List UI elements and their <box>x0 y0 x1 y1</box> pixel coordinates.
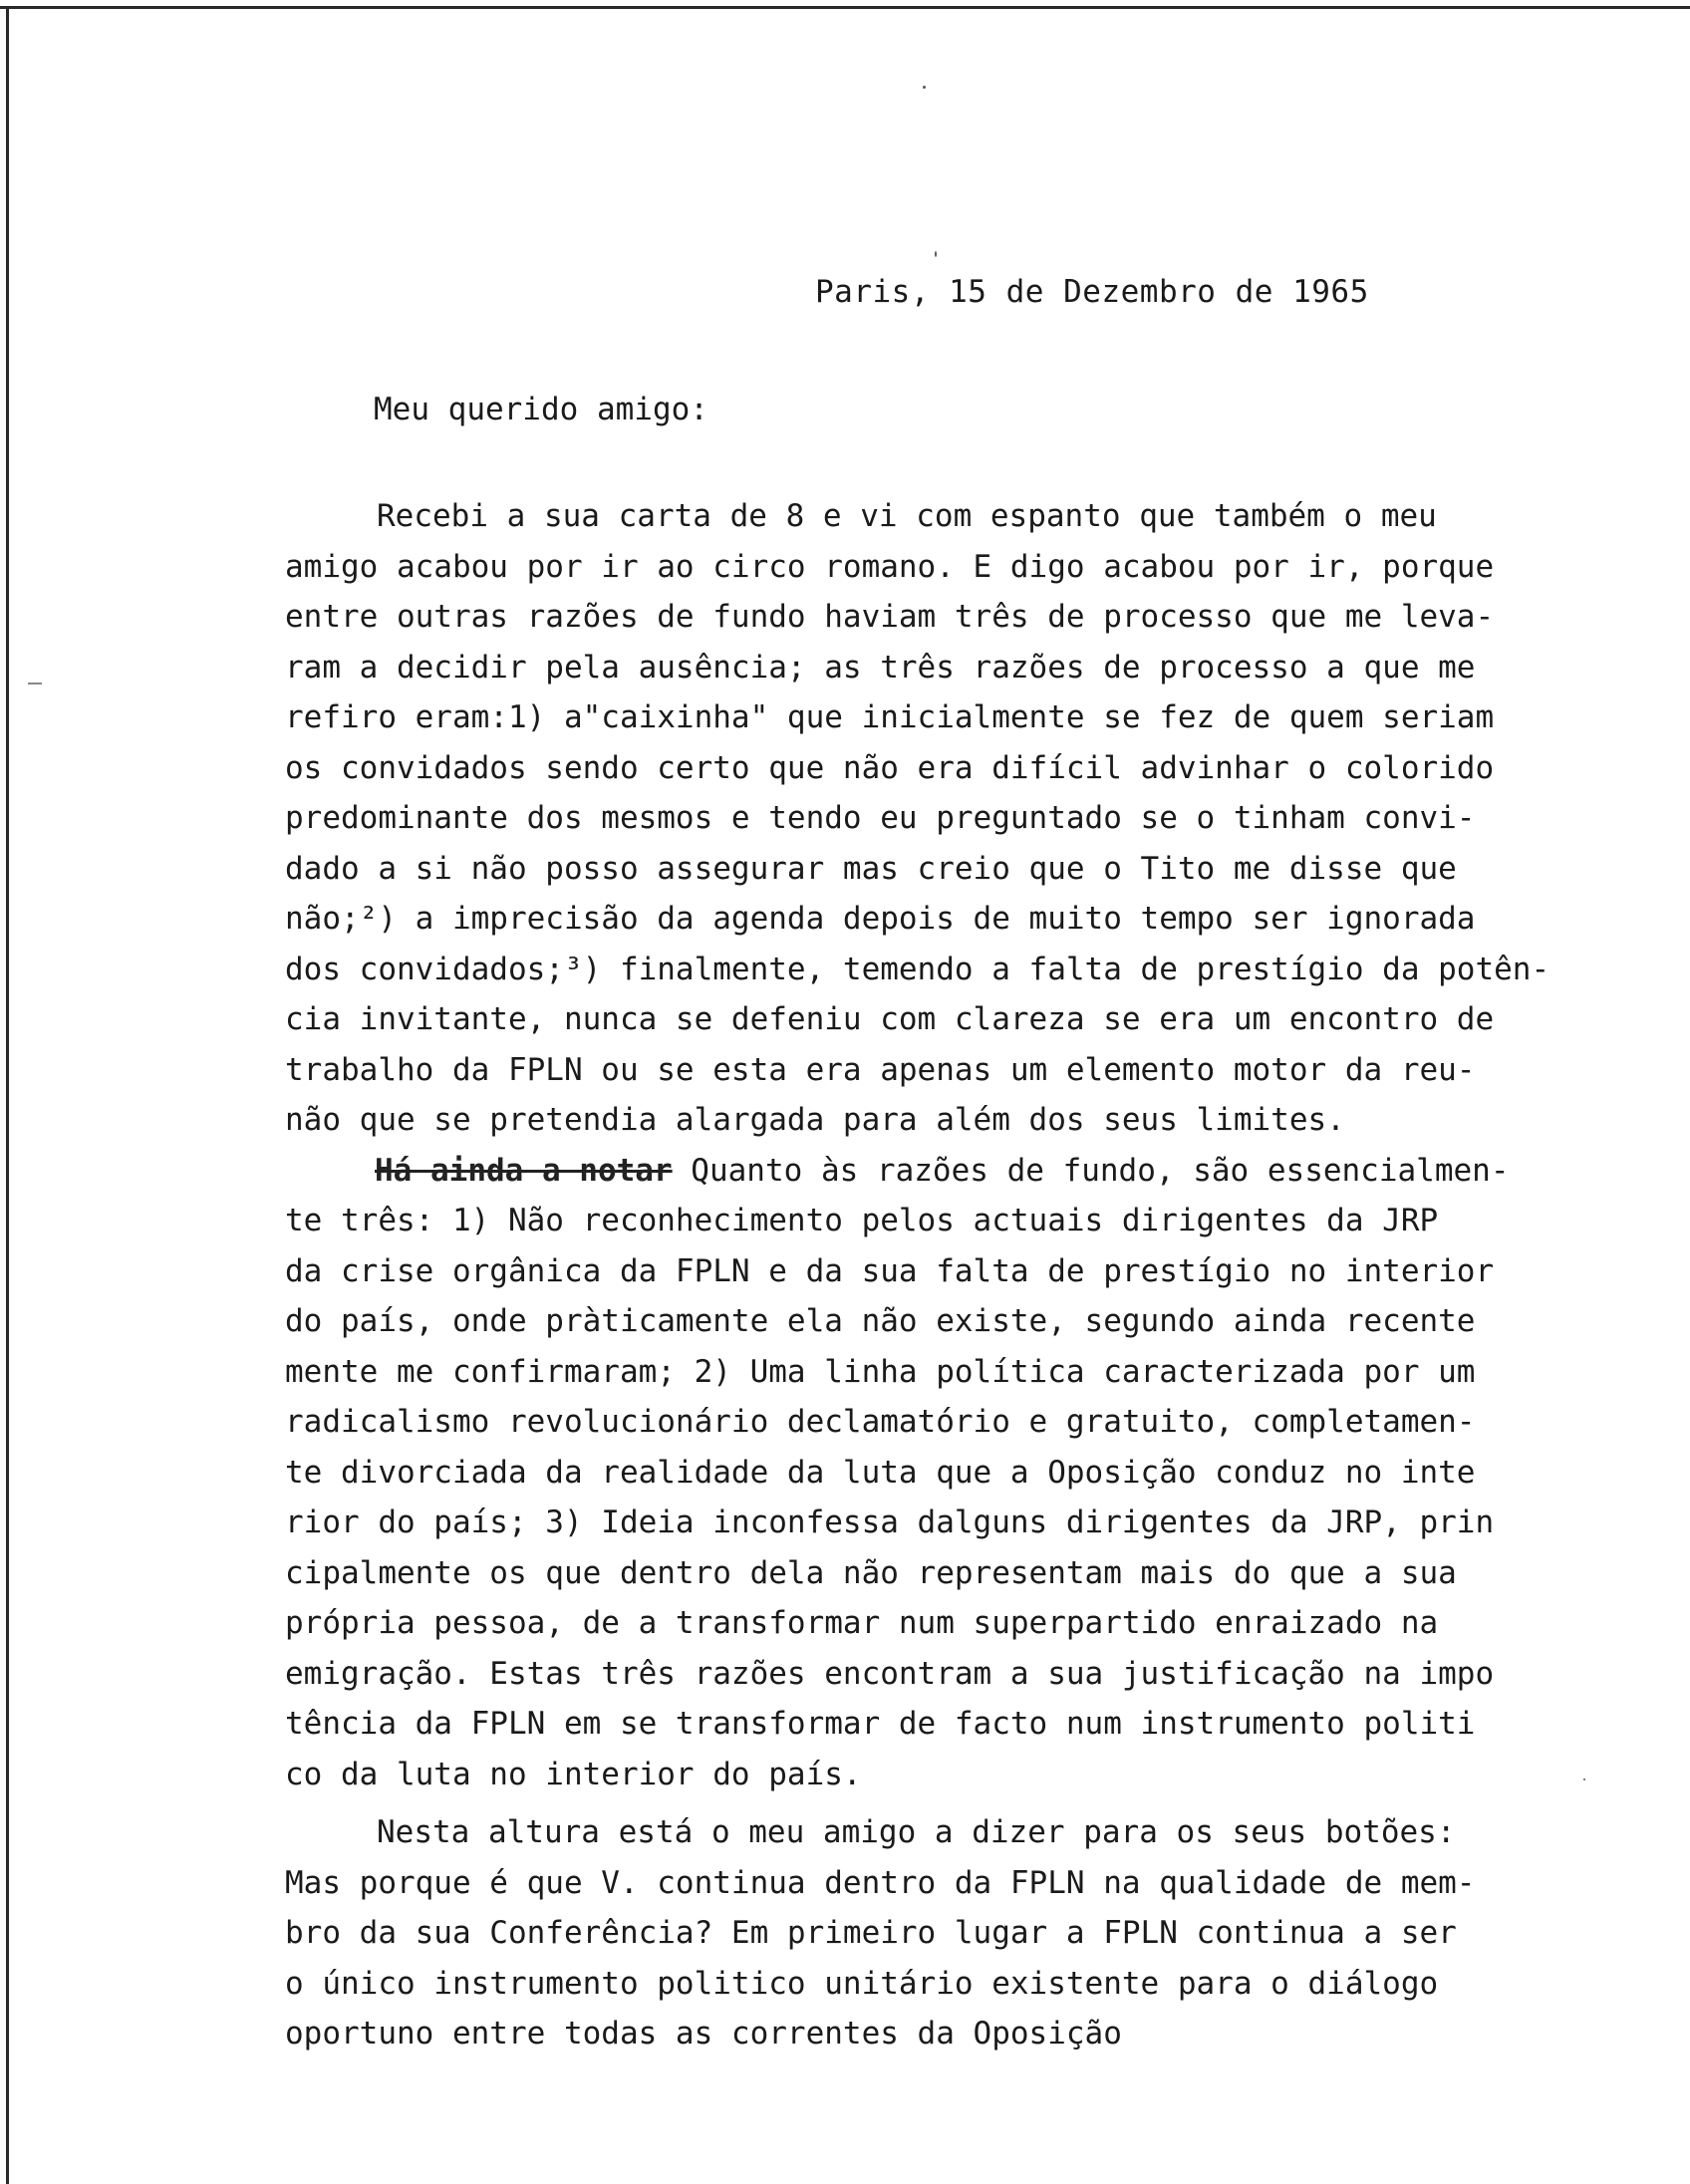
paragraph-3-line: Nesta altura está o meu amigo a dizer para os seus botões: <box>377 1814 1456 1850</box>
letter-salutation: Meu querido amigo: <box>374 392 708 427</box>
paragraph-1-line: ram a decidir pela ausência; as três razões de processo a que me <box>285 649 1476 685</box>
paragraph-1-line: os convidados sendo certo que não era difícil advinhar o colorido <box>285 749 1495 786</box>
paragraph-2-line: te divorciada da realidade da luta que a Oposição conduz no inte <box>285 1454 1476 1491</box>
ink-speck <box>935 251 937 257</box>
paragraph-1-line: não;²) a imprecisão da agenda depois de muito tempo ser ignorada <box>285 901 1476 937</box>
paragraph-3-line: oportuno entre todas as correntes da Oposição <box>285 2016 1122 2051</box>
paragraph-1-line: Recebi a sua carta de 8 e vi com espanto que também o meu <box>377 498 1437 534</box>
paragraph-2-line: própria pessoa, de a transformar num superpartido enraizado na <box>285 1605 1439 1641</box>
paragraph-2-line: te três: 1) Não reconhecimento pelos actuais dirigentes da JRP <box>285 1203 1439 1238</box>
paragraph-2-line: da crise orgânica da FPLN e da sua falta de prestígio no interior <box>285 1252 1495 1289</box>
paragraph-2-first-line <box>285 1146 1605 1197</box>
paragraph-1-line: dos convidados;³) finalmente, temendo a falta de prestígio da potên- <box>285 951 1550 987</box>
letter-dateline: Paris, 15 de Dezembro de 1965 <box>815 274 1369 310</box>
paragraph-2-line: rior do país; 3) Ideia inconfessa dalguns dirigentes da JRP, prin <box>285 1504 1495 1540</box>
paragraph-1-line: amigo acabou por ir ao circo romano. E digo acabou por ir, porque <box>285 548 1495 585</box>
paragraph-1-line: refiro eram:1) a"caixinha" que inicialmente se fez de quem seriam <box>285 699 1495 735</box>
page-left-edge <box>6 6 9 2184</box>
paragraph-1-line: não que se pretendia alargada para além dos seus limites. <box>285 1102 1345 1138</box>
paragraph-2-line: co da luta no interior do país. <box>285 1756 862 1792</box>
letter-body <box>285 491 1605 2059</box>
paragraph-2-line: do país, onde pràticamente ela não existe, segundo ainda recente <box>285 1303 1476 1339</box>
paragraph-2-line: Quanto às razões de fundo, são essencialmen- <box>691 1152 1510 1189</box>
paragraph-2-line: cipalmente os que dentro dela não representam mais do que a sua <box>285 1554 1457 1591</box>
paragraph-3-line: bro da sua Conferência? Em primeiro lugar a FPLN continua a ser <box>285 1915 1457 1951</box>
paragraph-2-line: radicalismo revolucionário declamatório e gratuito, completamen- <box>285 1404 1476 1440</box>
paragraph-3-line: o único instrumento politico unitário existente para o diálogo <box>285 1965 1439 2002</box>
paragraph-1-line: dado a si não posso assegurar mas creio que o Tito me disse que <box>285 850 1457 887</box>
struck-out-text: Há ainda a notar <box>375 1152 673 1189</box>
paragraph-1-line: predominante dos mesmos e tendo eu preguntado se o tinham convi- <box>285 800 1476 836</box>
paragraph-1-line: cia invitante, nunca se defeniu com clareza se era um encontro de <box>285 1001 1495 1037</box>
paragraph-1-line: trabalho da FPLN ou se esta era apenas um elemento motor da reu- <box>285 1051 1476 1088</box>
paragraph-1-line: entre outras razões de fundo haviam três de processo que me leva- <box>285 599 1495 635</box>
page-top-edge <box>0 6 1690 9</box>
paragraph-2-line: mente me confirmaram; 2) Uma linha política caracterizada por um <box>285 1353 1476 1390</box>
ink-speck <box>923 86 926 89</box>
paragraph-2-line: emigração. Estas três razões encontram a sua justificação na impo <box>285 1655 1495 1692</box>
ink-speck <box>28 682 42 684</box>
paragraph-3-line: Mas porque é que V. continua dentro da FPLN na qualidade de mem- <box>285 1864 1476 1901</box>
paragraph-2-line: tência da FPLN em se transformar de facto num instrumento politi <box>285 1706 1476 1742</box>
